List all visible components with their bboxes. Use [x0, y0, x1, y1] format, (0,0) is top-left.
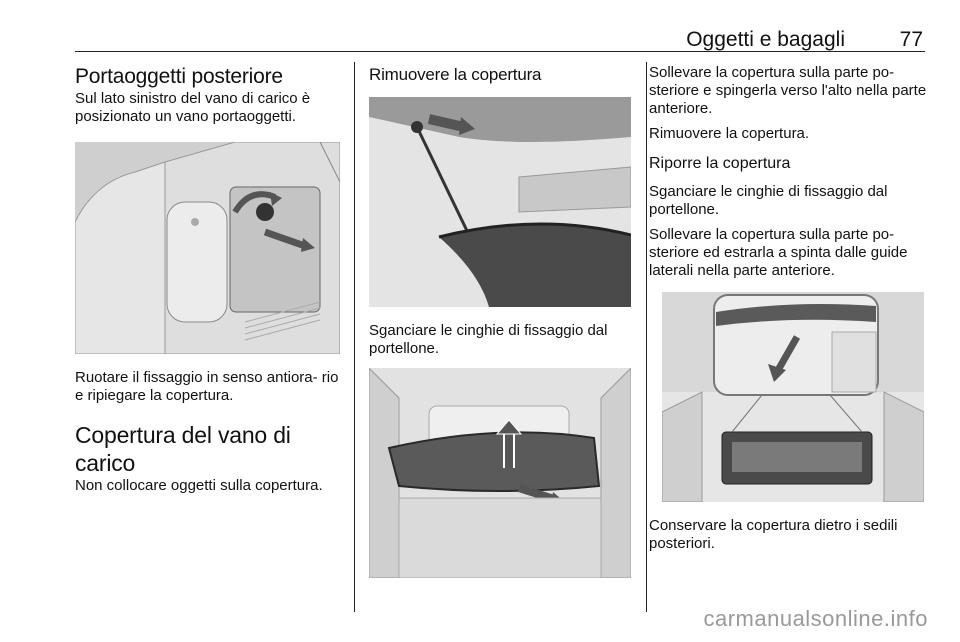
paragraph-no-objects: Non collocare oggetti sulla copertura. — [75, 477, 323, 494]
figure-cover-storage — [662, 292, 924, 502]
heading-load-cover: Copertura del vano di carico — [75, 422, 291, 476]
paragraph-remove-cover: Rimuovere la copertura. — [649, 125, 810, 142]
column-3 — [649, 64, 929, 280]
paragraph-store-behind-seats: Conservare la copertura dietro i sedili posteriori. — [649, 517, 898, 552]
column-divider-1 — [354, 62, 355, 612]
paragraph-lift-cover: Sollevare la copertura sulla parte po- steriore e spingerla verso l'alto nella parte anteriore. — [649, 64, 927, 117]
paragraph-pull-out-cover: Sollevare la copertura sulla parte po- steriore ed estrarla a spinta dalle guide laterali nella parte anteriore. — [649, 226, 908, 279]
figure-storage-compartment — [75, 142, 340, 354]
column-1-lower — [75, 369, 340, 495]
paragraph-storage-intro: Sul lato sinistro del vano di carico è posizionato un vano portaoggetti. — [75, 90, 311, 125]
heading-rear-storage: Portaoggetti posteriore — [75, 65, 283, 88]
column-divider-2 — [646, 62, 647, 612]
watermark: carmanualsonline.info — [703, 606, 928, 631]
heading-store-cover: Riporre la copertura — [649, 155, 791, 172]
column-3-lower — [649, 517, 929, 553]
page-number: 77 — [899, 28, 923, 51]
paragraph-release-straps-2: Sganciare le cinghie di fissaggio dal portellone. — [649, 183, 888, 218]
column-2 — [369, 64, 634, 86]
page-header — [75, 28, 925, 52]
column-1 — [75, 64, 340, 126]
column-2-lower — [369, 322, 634, 358]
heading-remove-cover: Rimuovere la copertura — [369, 65, 542, 84]
figure-tailgate-strut — [369, 97, 631, 307]
figure-cover-lift — [369, 368, 631, 578]
paragraph-release-straps: Sganciare le cinghie di fissaggio dal portellone. — [369, 322, 608, 357]
section-title: Oggetti e bagagli — [686, 28, 845, 51]
paragraph-rotate-fastener: Ruotare il fissaggio in senso antiora- rio e ripiegare la copertura. — [75, 369, 339, 404]
